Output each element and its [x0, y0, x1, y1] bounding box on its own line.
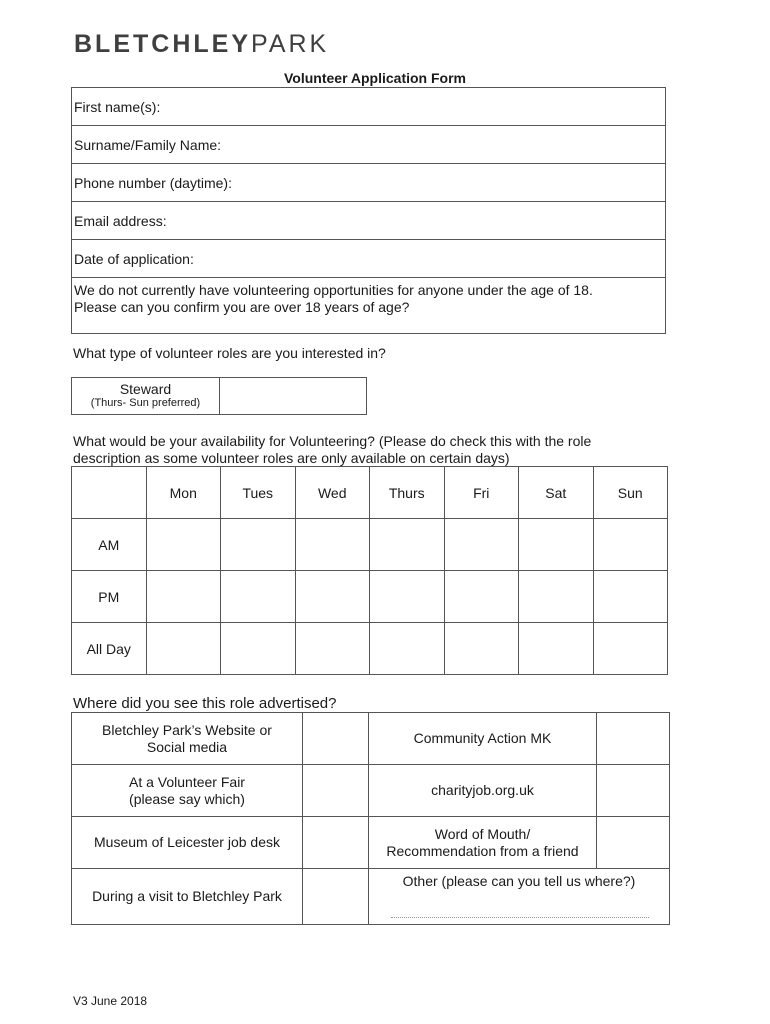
source-community-label: Community Action MK	[369, 713, 597, 765]
availability-cell[interactable]	[593, 571, 668, 623]
bletchley-park-logo	[74, 30, 329, 59]
wom-line2: Recommendation from a friend	[386, 842, 579, 859]
availability-row-allday	[72, 623, 668, 675]
availability-question-line1: What would be your availability for Volunteering? (Please do check this with the role	[73, 433, 592, 449]
source-museum-label: Museum of Leicester job desk	[72, 817, 303, 869]
availability-question-line2: description as some volunteer roles are only available on certain days)	[73, 450, 510, 466]
version-footer: V3 June 2018	[73, 994, 148, 1008]
availability-cell[interactable]	[295, 519, 370, 571]
roles-question: What type of volunteer roles are you interested in?	[73, 345, 386, 361]
availability-cell[interactable]	[370, 519, 445, 571]
availability-cell[interactable]	[221, 571, 296, 623]
availability-cell[interactable]	[146, 623, 221, 675]
source-wom-checkbox[interactable]	[597, 817, 670, 869]
availability-cell[interactable]	[444, 519, 519, 571]
availability-cell[interactable]	[146, 571, 221, 623]
steward-role-label	[72, 378, 220, 415]
availability-cell[interactable]	[519, 623, 594, 675]
day-thurs: Thurs	[370, 467, 445, 519]
availability-cell[interactable]	[370, 571, 445, 623]
source-website-label	[72, 713, 303, 765]
logo-light-text: PARK	[251, 30, 330, 58]
other-write-line	[391, 917, 649, 918]
source-charityjob-checkbox[interactable]	[597, 765, 670, 817]
source-wom-label	[369, 817, 597, 869]
advertised-question: Where did you see this role advertised?	[73, 695, 337, 712]
roles-table	[71, 377, 367, 415]
availability-cell[interactable]	[519, 571, 594, 623]
availability-grid	[71, 466, 668, 675]
website-line2: Social media	[146, 738, 228, 755]
availability-cell[interactable]	[593, 519, 668, 571]
phone-field[interactable]: Phone number (daytime):	[72, 164, 666, 202]
source-fair-checkbox[interactable]	[303, 765, 369, 817]
personal-details-table	[71, 87, 666, 334]
first-name-field[interactable]: First name(s):	[72, 88, 666, 126]
slot-all-day: All Day	[72, 623, 147, 675]
availability-row-am	[72, 519, 668, 571]
steward-note: (Thurs- Sun preferred)	[90, 397, 201, 409]
source-fair-label	[72, 765, 303, 817]
day-mon: Mon	[146, 467, 221, 519]
availability-cell[interactable]	[295, 571, 370, 623]
form-title: Volunteer Application Form	[283, 70, 466, 86]
steward-label: Steward	[119, 381, 172, 397]
availability-cell[interactable]	[444, 571, 519, 623]
source-visit-checkbox[interactable]	[303, 869, 369, 925]
availability-cell[interactable]	[221, 623, 296, 675]
fair-line1: At a Volunteer Fair	[129, 773, 245, 790]
source-visit-label: During a visit to Bletchley Park	[72, 869, 303, 925]
date-field[interactable]: Date of application:	[72, 240, 666, 278]
source-other-field[interactable]	[369, 869, 670, 925]
availability-cell[interactable]	[593, 623, 668, 675]
wom-line1: Word of Mouth/	[434, 825, 531, 842]
other-label: Other (please can you tell us where?)	[402, 873, 636, 889]
corner-cell	[72, 467, 147, 519]
day-fri: Fri	[444, 467, 519, 519]
availability-cell[interactable]	[519, 519, 594, 571]
logo-bold-text: BLETCHLEY	[74, 30, 251, 58]
availability-cell[interactable]	[221, 519, 296, 571]
slot-am: AM	[72, 519, 147, 571]
advertised-table	[71, 712, 670, 925]
availability-row-pm	[72, 571, 668, 623]
day-sat: Sat	[519, 467, 594, 519]
fair-line2: (please say which)	[129, 790, 245, 807]
email-field[interactable]: Email address:	[72, 202, 666, 240]
age-notice-line1: We do not currently have volunteering opportunities for anyone under the age of 18.	[74, 282, 593, 298]
availability-cell[interactable]	[295, 623, 370, 675]
surname-field[interactable]: Surname/Family Name:	[72, 126, 666, 164]
website-line1: Bletchley Park’s Website or	[102, 721, 272, 738]
source-charityjob-label: charityjob.org.uk	[369, 765, 597, 817]
availability-question	[73, 433, 591, 467]
source-community-checkbox[interactable]	[597, 713, 670, 765]
availability-cell[interactable]	[146, 519, 221, 571]
availability-cell[interactable]	[444, 623, 519, 675]
source-museum-checkbox[interactable]	[303, 817, 369, 869]
day-wed: Wed	[295, 467, 370, 519]
slot-pm: PM	[72, 571, 147, 623]
source-website-checkbox[interactable]	[303, 713, 369, 765]
day-tues: Tues	[221, 467, 296, 519]
age-notice-line2: Please can you confirm you are over 18 years of age?	[74, 299, 410, 315]
day-sun: Sun	[593, 467, 668, 519]
steward-checkbox-cell[interactable]	[220, 378, 367, 415]
availability-header-row	[72, 467, 668, 519]
availability-cell[interactable]	[370, 623, 445, 675]
age-confirmation-field[interactable]	[72, 278, 666, 334]
